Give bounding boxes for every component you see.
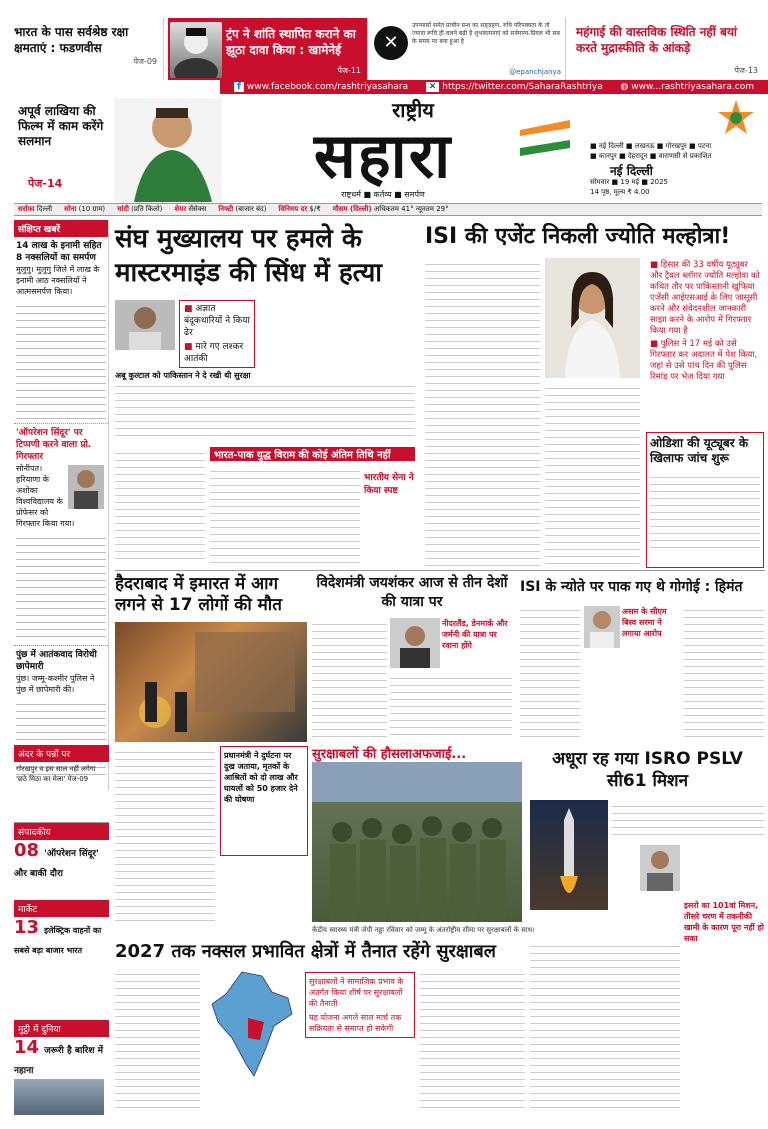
sahara-logo-icon xyxy=(714,98,758,138)
professor-photo xyxy=(68,465,104,509)
gogoi-body xyxy=(520,604,580,738)
inner-pages-box[interactable] xyxy=(14,745,109,815)
isi-bullet: ■ हिसार की 33 वर्षीय यूट्यूबर और ट्रैवल ब्लॉगर ज्योति मल्होत्रा को कथित तौर पर पाकिस्तानी खुफिया एजेंसी आईएसआई के लिए जासूसी करने और संवेदनशील जानकारी साझा करने के आरोप में गिरफ्तार किया गया है xyxy=(650,260,760,337)
isi-headline[interactable]: ISI की एजेंट निकली ज्योति मल्होत्रा! xyxy=(425,224,731,249)
editions-price: 14 पृष्ठ, मूल्य ₹ 4.00 xyxy=(590,188,650,196)
isro-box: इसरो का 101वां मिशन, तीसरे चरण में तकनीकी खामी के कारण पूरा नहीं हो सका xyxy=(684,901,764,943)
editorial-box[interactable] xyxy=(14,822,109,892)
brief-item-text: सोनीपत। हरियाणा के अशोका विश्वविद्यालय के प्रोफेसर को गिरफ्तार किया गया। xyxy=(16,464,75,528)
brief-item[interactable] xyxy=(14,424,108,646)
lead-bullets-box xyxy=(115,300,255,381)
promo-inflation[interactable] xyxy=(568,18,764,80)
ticker-item: मौसम (दिल्ली) अधिकतम 41° न्यूनतम 29° xyxy=(332,205,449,213)
promo-khamenei-page: पेज-11 xyxy=(337,66,361,75)
isro-body xyxy=(612,800,764,840)
security-headline[interactable]: सुरक्षाबलों की हौसलाअफजाई... xyxy=(312,747,467,762)
inner-pages-header: अंदर के पन्नों पर xyxy=(14,745,109,762)
world-page-num: 14 xyxy=(14,1037,40,1058)
ticker-item: निफ्टी (बाजार बंद) xyxy=(218,205,267,213)
promo-khamenei-title: ट्रंप ने शांति स्थापित कराने का झूठा दावा किया : खामेनेई xyxy=(226,27,356,57)
khamenei-photo xyxy=(170,22,222,78)
ceasefire-strip[interactable] xyxy=(210,447,415,461)
salman-title: अपूर्व लाखिया की फिल्म में काम करेंगे सलमान xyxy=(18,104,104,148)
market-box[interactable] xyxy=(14,900,109,960)
masthead-tagline: राष्ट्रधर्म ■ कर्तव्य ■ समर्पण xyxy=(341,190,425,199)
isi-bullet: ■ पुलिस ने 17 मई को उसे गिरफ्तार कर अदालत में पेश किया, जहां से उसे पांच दिन की पुलिस रिमांड पर भेज दिया गया xyxy=(650,339,760,383)
india-map xyxy=(202,968,302,1084)
promo-fadnavis-title: भारत के पास सर्वश्रेष्ठ रक्षा क्षमताएं : फडणवीस xyxy=(14,25,129,55)
brief-news-header: संक्षिप्त खबरें xyxy=(14,220,108,237)
editions-city: नई दिल्ली xyxy=(610,164,653,178)
rocket-photo xyxy=(530,800,608,910)
lead-bullets xyxy=(179,300,255,368)
hyd-headline[interactable]: हैदराबाद में इमारत में आग लगने से 17 लोगों की मौत xyxy=(115,574,282,615)
masthead xyxy=(238,96,528,206)
promo-khamenei[interactable] xyxy=(168,18,368,80)
salman-page: पेज-14 xyxy=(28,177,63,190)
twitter-link[interactable]: ✕ https://twitter.com/SaharaRashtriya xyxy=(426,82,603,92)
ceasefire-body xyxy=(210,465,360,565)
jyoti-photo xyxy=(545,258,640,378)
divider xyxy=(115,570,765,571)
editions-box xyxy=(590,98,764,202)
pm-box-text: प्रधानमंत्री ने दुर्घटना पर दुख जताया, मृतकों के आश्रितों को दो लाख और घायलों को 50 हजार देने की घोषणा xyxy=(224,751,298,804)
salman-photo xyxy=(114,98,222,202)
odisha-body xyxy=(650,471,760,551)
jaishankar-photo xyxy=(390,618,440,668)
naxal-body2 xyxy=(420,968,525,1113)
gogoi-headline[interactable]: ISI के न्योते पर पाक गए थे गोगोई : हिमंत xyxy=(520,579,743,595)
lead-caption: अबू कुल्टाल को पाकिस्तान ने दे रखी थी सुरक्षा xyxy=(115,371,251,380)
promo-inflation-title: महंगाई की वास्तविक स्थिति नहीं बयां करते मुद्रास्फीति के आंकड़े xyxy=(576,25,738,55)
jaishankar-body xyxy=(312,618,387,738)
promo-x-post[interactable] xyxy=(370,18,566,80)
globe-icon: ◍ xyxy=(620,82,629,92)
lead-bullet: ■ मारे गए लश्कर आतंकी xyxy=(184,341,250,365)
lead-headline[interactable]: संघ मुख्यालय पर हमले के मास्टरमाइंड की सिंध में हत्या xyxy=(115,224,383,288)
lead-body xyxy=(115,380,415,440)
pm-box xyxy=(220,746,308,856)
editorial-header: संपादकीय xyxy=(14,823,109,840)
web-link[interactable]: ◍ www...rashtriyasahara.com xyxy=(620,82,754,92)
hyd-body xyxy=(115,746,215,926)
promo-inflation-page: पेज-13 xyxy=(734,66,758,75)
brief-item[interactable] xyxy=(14,237,108,424)
brief-news-sidebar xyxy=(14,220,109,790)
naxal-bullet: सुरक्षाबलों ने सामाजिक प्रभाव के अंतर्गत किया शीर्ष पर सुरक्षाबलों की तैनाती xyxy=(309,977,404,1008)
fire-photo xyxy=(115,622,307,742)
inner-pages-text: गोरखपुर व इस साल नहीं लगेगा 'छठे मिठा का मेला' पेज-09 xyxy=(16,765,96,783)
ceasefire-side: भारतीय सेना ने किया स्पष्ट xyxy=(364,473,414,496)
isi-body-mid xyxy=(545,382,640,568)
x-logo-icon: ✕ xyxy=(374,26,408,60)
editorial-page-num: 08 xyxy=(14,840,40,861)
ceasefire-title: भारत-पाक युद्ध विराम की कोई अंतिम तिथि नहीं xyxy=(214,450,391,461)
isro-headline[interactable]: अधूरा रह गया ISRO PSLV सी61 मिशन xyxy=(552,749,743,791)
market-header: मार्केट xyxy=(14,900,109,917)
salman-promo[interactable] xyxy=(14,98,224,202)
ticker-item: सर्राफा दिल्ली xyxy=(18,205,53,213)
brief-item-title: पुंछ में आतंकवाद विरोधी छापेमारी xyxy=(16,650,97,672)
lead-bullet: ■ अज्ञात बंदूकधारियों ने किया ढेर xyxy=(184,303,250,339)
naxal-bullet: यह योजना अगले साल मार्च तक सक्रियता से समाप्त हो सकेगी xyxy=(309,1013,402,1033)
isro-chief-photo xyxy=(640,845,680,891)
masthead-top: राष्ट्रीय xyxy=(392,98,434,122)
brief-item-title: 14 लाख के इनामी सहित 8 नक्सलियों का समर्पण xyxy=(16,241,102,263)
market-text: इलेक्ट्रिक वाहनों का सबसे बड़ा बाजार भारत xyxy=(14,926,102,955)
masthead-name: सहारा xyxy=(313,119,453,192)
brief-item-body xyxy=(16,300,106,420)
market-ticker xyxy=(14,203,762,216)
brief-item-text: पुंछ। जम्मू-कश्मीर पुलिस ने पुंछ में छापेमारी की। xyxy=(16,674,95,694)
masthead-flag-swoosh xyxy=(520,118,570,158)
odisha-box[interactable] xyxy=(646,432,764,568)
x-post-handle: @epanchjanya xyxy=(509,68,561,76)
editorial-text: 'ऑपरेशन सिंदूर' और बाकी दौरा xyxy=(14,849,99,879)
world-text: जरूरी है बारिश में नहाना xyxy=(14,1046,104,1076)
isi-body xyxy=(425,258,540,568)
naxal-body xyxy=(115,968,200,1113)
editions-date: सोमवार ■ 19 मई ■ 2025 xyxy=(590,178,668,186)
world-header: मुट्ठी में दुनिया xyxy=(14,1020,109,1037)
lead-body-col1 xyxy=(115,447,205,565)
rain-photo xyxy=(14,1079,104,1115)
isro-body2 xyxy=(530,940,680,1110)
gogoi-body2 xyxy=(684,604,764,738)
editions-line1: ■ नई दिल्ली ■ लखनऊ ■ गोरखपुर ■ पटना xyxy=(590,142,712,150)
jaishankar-caption: नीदरलैंड, डेनमार्क और जर्मनी की यात्रा पर रवाना होंगे xyxy=(442,619,508,650)
jaishankar-body2 xyxy=(390,672,512,738)
odisha-title: ओडिशा की यूट्यूबर के खिलाफ जांच शुरू xyxy=(650,436,749,465)
world-box[interactable] xyxy=(14,1020,109,1110)
promo-fadnavis[interactable] xyxy=(14,18,164,80)
brief-item-text: मुलुगु। मुलुगु जिले में लाख के इनामी आठ नक्सलियों ने आत्मसमर्पण किया। xyxy=(16,265,100,296)
facebook-icon: f xyxy=(234,82,244,92)
security-caption: केंद्रीय स्वास्थ्य मंत्री जेपी नड्डा रविवार को जम्मू के अंतर्राष्ट्रीय सीमा पर सुरक्षाबलों के साथ। xyxy=(312,926,535,934)
x-post-text: उपन्यासों समेत प्राचीन ग्रन्थ का सङ्ग्रहण, रुचि परिपक्वता के तो ज्यादा रूचि ही चलने बढ़ी है शुभकामनाएं को सर्वमान्य-प्रियल भी सब के समय पर बना हुआ है xyxy=(412,22,560,45)
ticker-item: चांदी (प्रति किलो) xyxy=(117,205,163,213)
jaishankar-headline[interactable]: विदेशमंत्री जयशंकर आज से तीन देशों की यात्रा पर xyxy=(316,575,508,610)
isi-bullets xyxy=(646,258,764,385)
naxal-bullets xyxy=(305,972,415,1038)
promo-fadnavis-page: पेज-09 xyxy=(133,57,157,66)
ticker-item: सोना (10 ग्राम) xyxy=(64,205,106,213)
lead-photo xyxy=(115,300,175,350)
himanta-photo xyxy=(584,606,620,648)
x-icon: ✕ xyxy=(426,82,440,92)
editions-line2: ■ कानपुर ■ देहरादून ■ वाराणसी से प्रकाशित xyxy=(590,152,712,160)
facebook-link[interactable]: f www.facebook.com/rashtriyasahara xyxy=(234,82,408,92)
brief-item-body xyxy=(16,532,106,642)
ticker-item: विनिमय दर $/₹ xyxy=(278,205,321,213)
gogoi-caption: असम के सीएम बिस्व सरमा ने लगाया आरोप xyxy=(622,607,667,638)
naxal-headline[interactable]: 2027 तक नक्सल प्रभावित क्षेत्रों में तैनात रहेंगे सुरक्षाबल xyxy=(115,941,496,962)
social-bar xyxy=(220,80,768,94)
ticker-item: शेयर सेंसेक्स xyxy=(174,205,207,213)
market-page-num: 13 xyxy=(14,917,40,938)
security-photo xyxy=(312,762,522,922)
brief-item-title: 'ऑपरेशन सिंदूर' पर टिप्पणी करने वाला प्रो. गिरफ्तार xyxy=(16,428,92,462)
